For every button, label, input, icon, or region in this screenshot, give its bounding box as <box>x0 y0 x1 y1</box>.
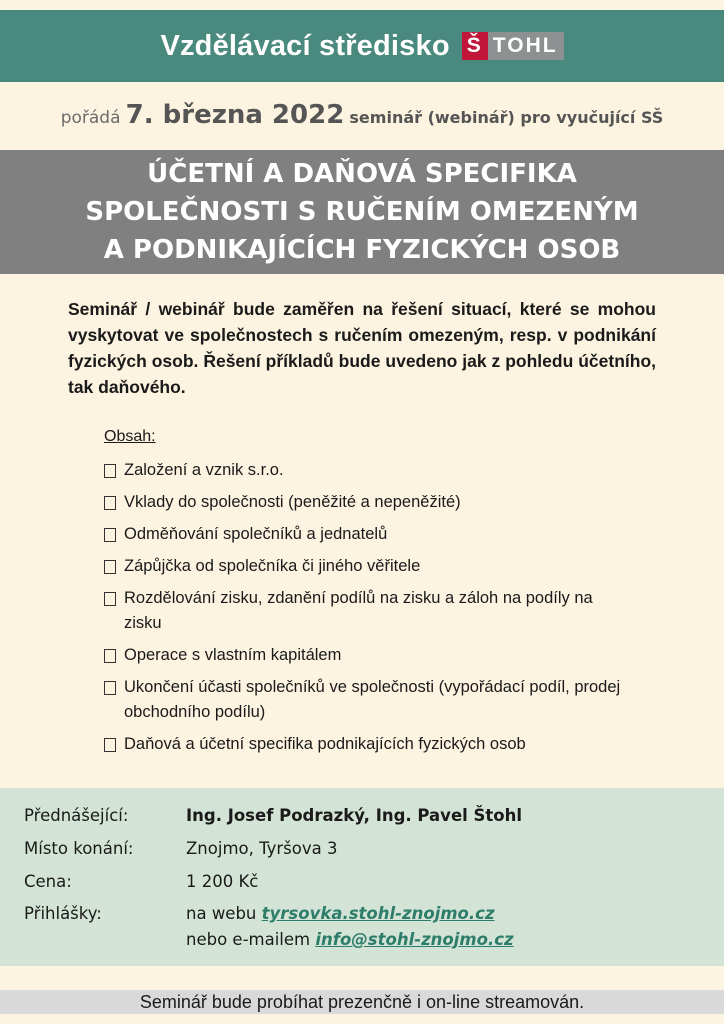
list-item: Vklady do společnosti (peněžité a nepeněžité) <box>104 490 624 515</box>
footer-note: Seminář bude probíhat prezenčně i on-line streamován. <box>0 990 724 1014</box>
checkbox-icon <box>104 592 116 606</box>
list-item: Daňová a účetní specifika podnikajících fyzických osob <box>104 732 624 757</box>
seminar-title-box <box>0 150 724 274</box>
seminar-title-line-1: ÚČETNÍ A DAŇOVÁ SPECIFIKA <box>147 159 577 189</box>
email-link[interactable]: info@stohl-znojmo.cz <box>315 930 514 949</box>
logo-letter-s: Š <box>462 32 488 60</box>
email-prefix: nebo e-mailem <box>186 930 311 949</box>
header-banner <box>0 10 724 82</box>
event-type: seminář (webinář) pro vyučující SŠ <box>349 108 664 127</box>
checkbox-icon <box>104 649 116 663</box>
list-item: Operace s vlastním kapitálem <box>104 643 624 668</box>
header-title: Vzdělávací středisko <box>160 29 450 62</box>
lecturers-label: Přednášející: <box>24 806 129 825</box>
signup-web <box>186 904 495 923</box>
info-panel <box>0 788 724 966</box>
list-item: Rozdělování zisku, zdanění podílů na zisku a záloh na podíly na zisku <box>104 586 624 636</box>
checkbox-icon <box>104 681 116 695</box>
signup-email <box>186 930 514 949</box>
web-link[interactable]: tyrsovka.stohl-znojmo.cz <box>261 904 495 923</box>
checkbox-icon <box>104 464 116 478</box>
checkbox-icon <box>104 496 116 510</box>
place-value: Znojmo, Tyršova 3 <box>186 839 338 858</box>
seminar-title-line-3: A PODNIKAJÍCÍCH FYZICKÝCH OSOB <box>103 235 621 265</box>
list-item: Odměňování společníků a jednatelů <box>104 522 624 547</box>
place-label: Místo konání: <box>24 839 134 858</box>
checkbox-icon <box>104 560 116 574</box>
intro-paragraph: Seminář / webinář bude zaměřen na řešení situací, které se mohou vyskytovat ve společnostech s ručením omezeným, resp. v podnikání fyzických osob. Řešení příkladů bude uvedeno jak z pohledu účetního, tak daňového. <box>68 299 656 397</box>
list-item: Založení a vznik s.r.o. <box>104 458 624 483</box>
contents-heading: Obsah: <box>104 428 156 445</box>
signup-label: Přihlášky: <box>24 904 102 923</box>
seminar-title-line-2: SPOLEČNOSTI S RUČENÍM OMEZENÝM <box>85 197 639 227</box>
web-prefix: na webu <box>186 904 257 923</box>
checkbox-icon <box>104 738 116 752</box>
price-label: Cena: <box>24 872 72 891</box>
price-value: 1 200 Kč <box>186 872 259 891</box>
list-item: Zápůjčka od společníka či jiného věřitele <box>104 554 624 579</box>
stohl-logo <box>462 32 564 60</box>
organizes-text: pořádá <box>60 108 121 128</box>
contents-list <box>104 458 624 764</box>
list-item: Ukončení účasti společníků ve společnosti (vypořádací podíl, prodej obchodního podílu) <box>104 675 624 725</box>
event-date-line <box>0 100 724 130</box>
lecturers-value: Ing. Josef Podrazký, Ing. Pavel Štohl <box>186 806 523 825</box>
checkbox-icon <box>104 528 116 542</box>
event-date: 7. března 2022 <box>125 100 345 130</box>
logo-letters-rest: TOHL <box>488 32 564 60</box>
